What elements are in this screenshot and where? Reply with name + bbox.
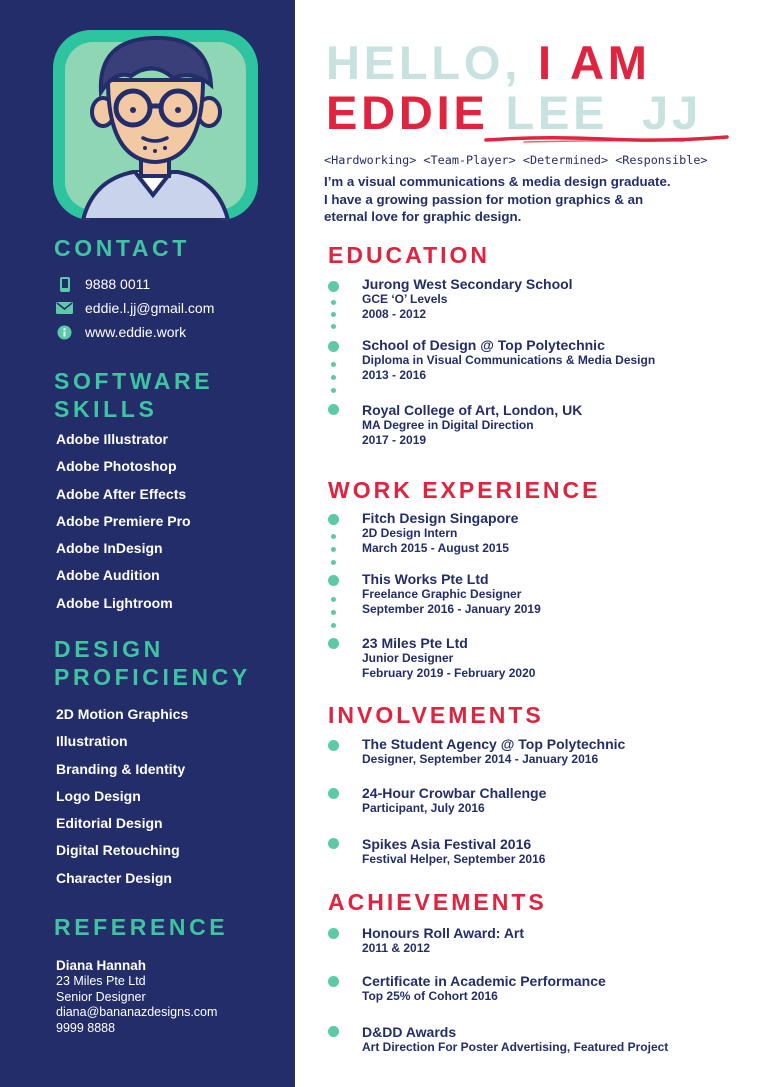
timeline-dot-small — [331, 324, 336, 329]
intro-line: eternal love for graphic design. — [324, 209, 522, 224]
timeline-dot — [328, 638, 339, 649]
entry-detail: 2011 & 2012 — [362, 941, 431, 955]
timeline-dot-small — [331, 300, 336, 305]
traits-line: <Hardworking> <Team-Player> <Determined> <Responsible> — [324, 153, 708, 167]
timeline-dot-small — [331, 597, 336, 602]
sidebar — [0, 0, 295, 1087]
mail-icon — [56, 300, 73, 317]
software-heading-line2: SKILLS — [54, 396, 158, 422]
timeline-dot-small — [331, 375, 336, 380]
list-item: Adobe Illustrator — [56, 431, 169, 447]
reference-phone: 9999 8888 — [56, 1020, 116, 1035]
timeline-dot-small — [331, 610, 336, 615]
entry-title: This Works Pte Ltd — [362, 571, 489, 587]
entry-detail: Diploma in Visual Communications & Media Design — [362, 353, 656, 367]
greeting-i-am: I AM — [538, 36, 651, 89]
entry-dates: 2013 - 2016 — [362, 367, 427, 382]
phone-text: 9888 0011 — [85, 276, 151, 292]
entry-title: Royal College of Art, London, UK — [362, 402, 583, 418]
achievement-entry — [362, 973, 606, 1004]
list-item: Branding & Identity — [56, 760, 186, 777]
reference-company: 23 Miles Pte Ltd — [56, 974, 146, 988]
list-item: Adobe Lightroom — [56, 594, 173, 611]
list-item: Adobe After Effects — [56, 485, 187, 502]
involvement-entry — [362, 785, 546, 816]
greeting-hello: HELLO, — [326, 36, 522, 89]
list-item: Adobe Audition — [56, 567, 160, 584]
entry-detail: Designer, September 2014 - January 2016 — [362, 752, 599, 766]
website-text: www.eddie.work — [85, 324, 187, 340]
timeline-dot — [328, 1026, 339, 1037]
entry-dates: 2008 - 2012 — [362, 306, 427, 321]
achievement-entry — [362, 925, 524, 956]
entry-dates: 2017 - 2019 — [362, 432, 427, 447]
list-item: Logo Design — [56, 787, 141, 804]
timeline-dot-small — [331, 623, 336, 628]
achievements-heading: ACHIEVEMENTS — [328, 889, 547, 915]
list-item: Adobe Photoshop — [56, 458, 177, 475]
timeline-dot-small — [331, 560, 336, 565]
list-item: Editorial Design — [56, 815, 163, 832]
involvements-heading: INVOLVEMENTS — [328, 702, 544, 728]
achievement-entry — [362, 1024, 668, 1055]
contact-website — [56, 322, 186, 342]
software-heading — [54, 367, 213, 423]
timeline-dot-small — [331, 362, 336, 367]
intro-paragraph — [324, 173, 704, 226]
timeline-dot — [328, 281, 339, 292]
reference-heading: REFERENCE — [54, 914, 229, 940]
reference-block — [56, 957, 217, 1036]
entry-role: Freelance Graphic Designer — [362, 587, 522, 601]
entry-detail: Festival Helper, September 2016 — [362, 852, 546, 866]
list-item: Digital Retouching — [56, 842, 180, 859]
entry-role: Junior Designer — [362, 651, 454, 665]
list-item: 2D Motion Graphics — [56, 706, 189, 722]
timeline-dot-small — [331, 388, 336, 393]
greeting-line-1 — [326, 38, 651, 88]
entry-title: School of Design @ Top Polytechnic — [362, 337, 605, 353]
involvement-entry — [362, 736, 625, 767]
entry-detail: MA Degree in Digital Direction — [362, 418, 534, 432]
timeline-dot — [328, 341, 339, 352]
greeting-line-2 — [326, 88, 702, 138]
list-item: Character Design — [56, 869, 172, 886]
entry-dates: February 2019 - February 2020 — [362, 665, 536, 680]
work-entry — [362, 571, 541, 616]
entry-detail: Participant, July 2016 — [362, 801, 485, 815]
entry-detail: Top 25% of Cohort 2016 — [362, 989, 498, 1003]
design-heading — [54, 635, 251, 691]
contact-phone — [56, 274, 150, 294]
involvement-entry — [362, 836, 545, 867]
reference-email: diana@bananazdesigns.com — [56, 1005, 218, 1019]
work-entry — [362, 510, 518, 555]
contact-heading: CONTACT — [54, 235, 190, 261]
timeline-dot — [328, 514, 339, 525]
name-first: EDDIE — [326, 86, 489, 139]
entry-title: 23 Miles Pte Ltd — [362, 635, 468, 651]
brush-underline — [484, 134, 729, 144]
reference-role: Senior Designer — [56, 989, 146, 1004]
entry-detail: Art Direction For Poster Advertising, Featured Project — [362, 1040, 669, 1054]
timeline-dot — [328, 740, 339, 751]
intro-line: I have a growing passion for motion graphics & an — [324, 191, 644, 207]
design-list — [56, 704, 188, 895]
timeline-dot-small — [331, 547, 336, 552]
work-heading: WORK EXPERIENCE — [328, 477, 601, 503]
list-item: Adobe Premiere Pro — [56, 512, 191, 529]
design-heading-line2: PROFICIENCY — [54, 664, 251, 690]
entry-title: 24-Hour Crowbar Challenge — [362, 785, 547, 801]
entry-title: D&DD Awards — [362, 1024, 457, 1040]
entry-detail: GCE ‘O’ Levels — [362, 292, 448, 306]
education-entry — [362, 402, 582, 447]
software-list — [56, 429, 191, 620]
entry-title: Fitch Design Singapore — [362, 510, 519, 526]
entry-dates: September 2016 - January 2019 — [362, 601, 541, 616]
list-item: Illustration — [56, 733, 128, 750]
entry-dates: March 2015 - August 2015 — [362, 540, 509, 555]
entry-title: Spikes Asia Festival 2016 — [362, 836, 532, 852]
reference-name: Diana Hannah — [56, 958, 147, 973]
intro-line: I’m a visual communications & media design graduate. — [324, 174, 671, 189]
work-entry — [362, 635, 535, 680]
entry-title: Honours Roll Award: Art — [362, 925, 525, 941]
software-heading-line1: SOFTWARE — [54, 368, 214, 394]
entry-role: 2D Design Intern — [362, 526, 458, 540]
education-entry — [362, 276, 573, 321]
list-item: Adobe InDesign — [56, 540, 163, 557]
timeline-dot-small — [331, 312, 336, 317]
timeline-dot — [328, 976, 339, 987]
timeline-dot — [328, 838, 339, 849]
timeline-dot — [328, 575, 339, 586]
info-icon — [56, 324, 73, 341]
design-heading-line1: DESIGN — [54, 636, 164, 662]
name-last: LEE JJ — [505, 86, 702, 139]
timeline-dot — [328, 928, 339, 939]
email-text: eddie.l.jj@gmail.com — [85, 300, 215, 316]
education-entry — [362, 337, 655, 382]
phone-icon — [56, 276, 73, 293]
timeline-dot — [328, 788, 339, 799]
timeline-dot-small — [331, 534, 336, 539]
entry-title: Jurong West Secondary School — [362, 276, 573, 292]
avatar — [53, 30, 258, 220]
education-heading: EDUCATION — [328, 242, 491, 268]
entry-title: The Student Agency @ Top Polytechnic — [362, 736, 626, 752]
contact-email — [56, 298, 214, 318]
entry-title: Certificate in Academic Performance — [362, 973, 606, 989]
timeline-dot — [328, 404, 339, 415]
